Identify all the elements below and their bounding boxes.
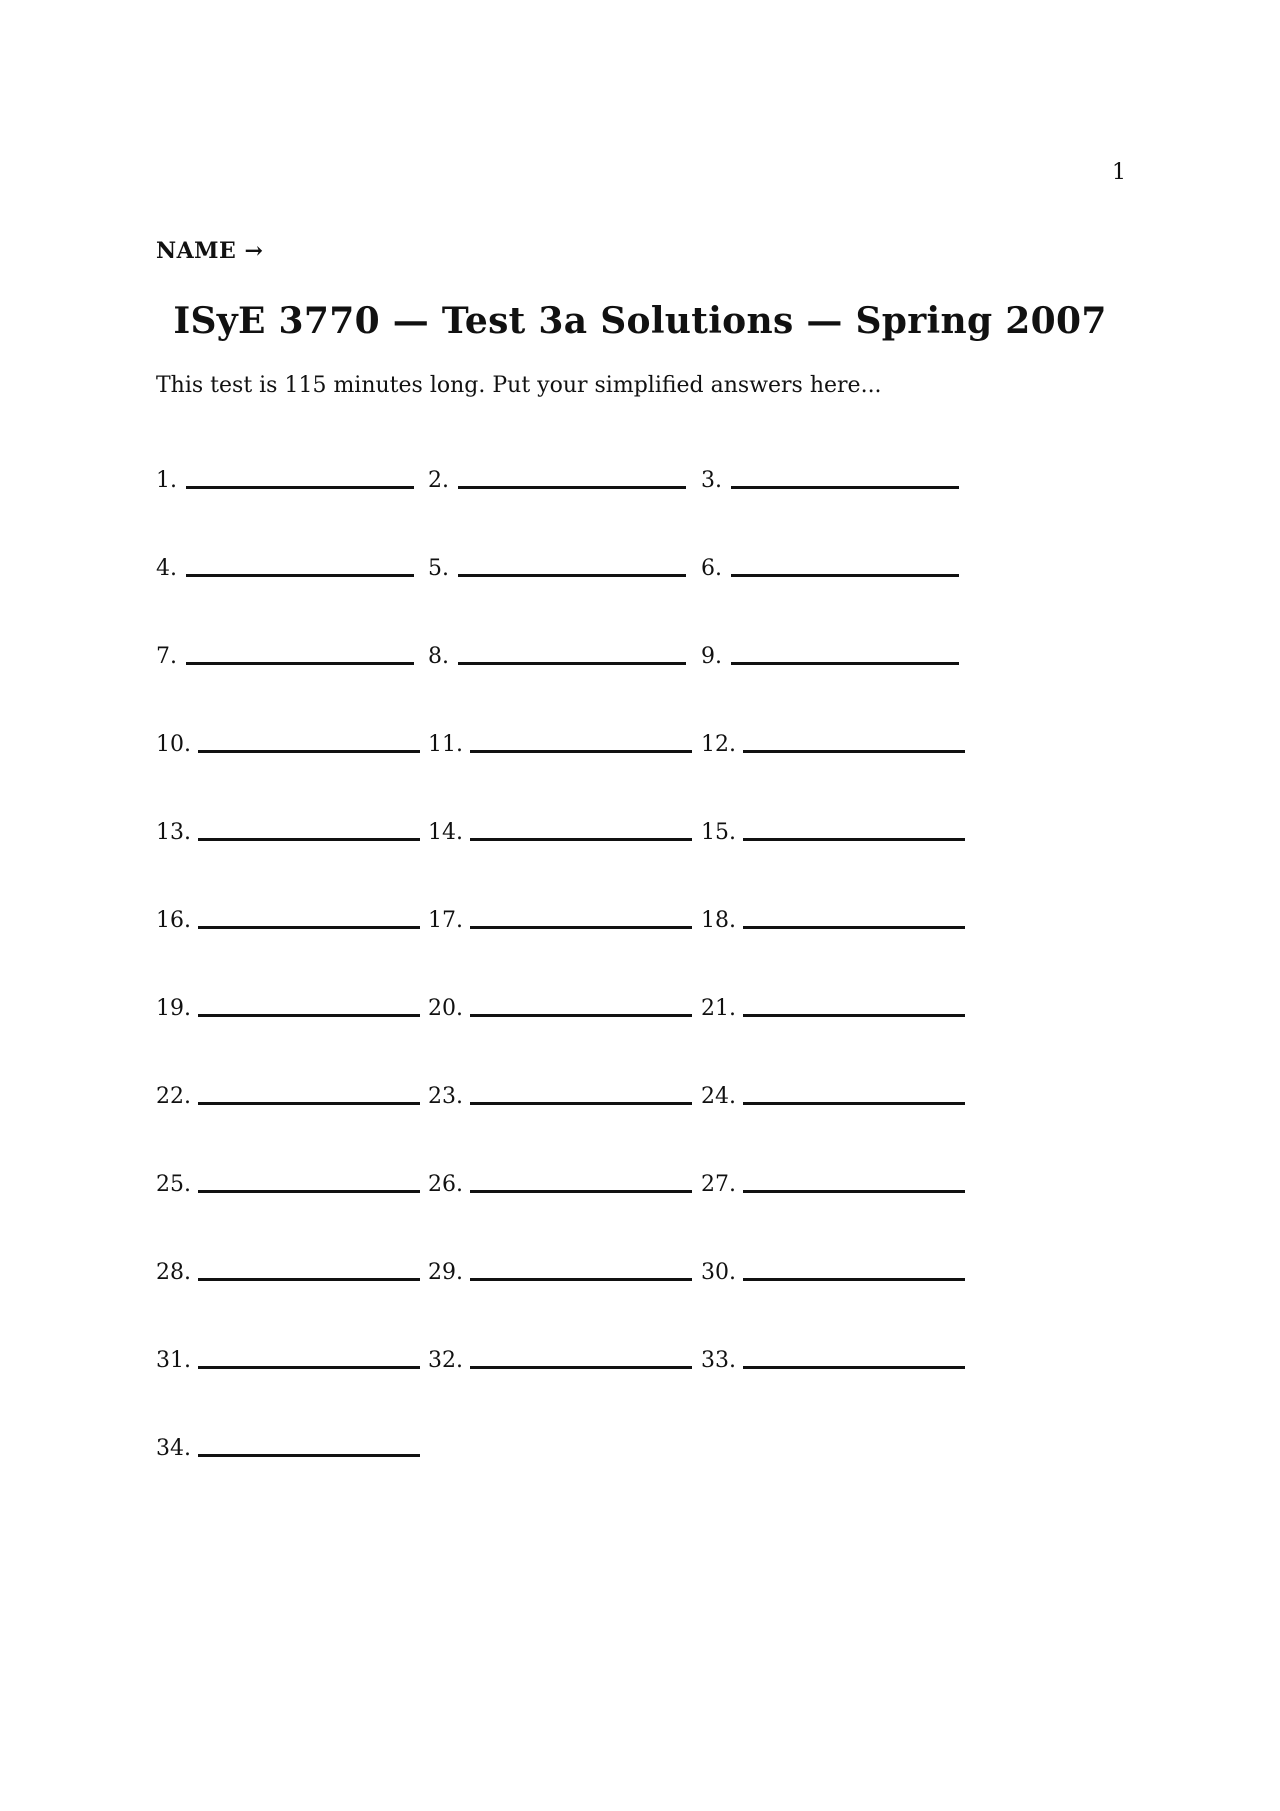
answer-number: 28. — [156, 1260, 191, 1285]
answer-item — [428, 1340, 698, 1380]
answer-blank-line[interactable] — [470, 750, 692, 753]
answer-blank-line[interactable] — [743, 750, 965, 753]
answer-number: 25. — [156, 1172, 191, 1197]
answer-row — [156, 812, 986, 852]
answer-item — [156, 1252, 426, 1292]
answer-item — [701, 1252, 971, 1292]
answer-row — [156, 724, 986, 764]
answer-row — [156, 1252, 986, 1292]
answer-number: 2. — [428, 468, 449, 493]
answer-blank-line[interactable] — [186, 486, 414, 489]
answer-blank-line[interactable] — [198, 1278, 420, 1281]
answer-blank-line[interactable] — [470, 838, 692, 841]
answer-number: 33. — [701, 1348, 736, 1373]
answer-number: 9. — [701, 644, 722, 669]
answer-item — [701, 900, 971, 940]
answer-item — [701, 988, 971, 1028]
answer-row — [156, 1076, 986, 1116]
answer-blank-line[interactable] — [743, 1278, 965, 1281]
answer-item — [428, 1164, 698, 1204]
answer-item — [428, 636, 698, 676]
answer-row — [156, 988, 986, 1028]
answer-blank-line[interactable] — [743, 1366, 965, 1369]
answer-item — [701, 548, 971, 588]
answer-number: 26. — [428, 1172, 463, 1197]
answer-blank-line[interactable] — [198, 1014, 420, 1017]
answer-item — [701, 724, 971, 764]
answer-item — [428, 1252, 698, 1292]
answer-item — [701, 812, 971, 852]
answer-number: 21. — [701, 996, 736, 1021]
answer-blank-line[interactable] — [458, 662, 686, 665]
answer-blank-line[interactable] — [731, 486, 959, 489]
answer-number: 7. — [156, 644, 177, 669]
answer-row — [156, 460, 986, 500]
name-label: NAME → — [156, 238, 264, 264]
answer-number: 24. — [701, 1084, 736, 1109]
answer-number: 12. — [701, 732, 736, 757]
answer-blank-line[interactable] — [198, 926, 420, 929]
answer-number: 22. — [156, 1084, 191, 1109]
answer-item — [428, 1076, 698, 1116]
answer-number: 19. — [156, 996, 191, 1021]
answer-blank-line[interactable] — [186, 662, 414, 665]
answer-row — [156, 548, 986, 588]
answer-item — [701, 1340, 971, 1380]
page-number: 1 — [1112, 160, 1126, 185]
answer-number: 6. — [701, 556, 722, 581]
answer-item — [428, 460, 698, 500]
answer-item — [156, 1076, 426, 1116]
answer-blank-line[interactable] — [470, 1278, 692, 1281]
answer-blank-line[interactable] — [458, 574, 686, 577]
answer-item — [428, 812, 698, 852]
answer-number: 3. — [701, 468, 722, 493]
answer-blank-line[interactable] — [458, 486, 686, 489]
answer-blank-line[interactable] — [743, 926, 965, 929]
answer-number: 15. — [701, 820, 736, 845]
answer-blank-line[interactable] — [470, 1190, 692, 1193]
answer-number: 5. — [428, 556, 449, 581]
answer-blank-line[interactable] — [743, 1014, 965, 1017]
answer-blank-line[interactable] — [731, 574, 959, 577]
answer-blank-line[interactable] — [198, 1102, 420, 1105]
answer-item — [701, 1076, 971, 1116]
answer-number: 8. — [428, 644, 449, 669]
answer-blank-line[interactable] — [470, 926, 692, 929]
answer-blank-line[interactable] — [186, 574, 414, 577]
answer-row — [156, 900, 986, 940]
answer-item — [156, 724, 426, 764]
answer-row — [156, 636, 986, 676]
answer-item — [156, 1428, 426, 1468]
answer-row — [156, 1164, 986, 1204]
answer-blank-line[interactable] — [198, 838, 420, 841]
answer-item — [701, 636, 971, 676]
answer-item — [156, 900, 426, 940]
answer-number: 31. — [156, 1348, 191, 1373]
answer-item — [156, 812, 426, 852]
answer-item — [428, 900, 698, 940]
answer-blank-line[interactable] — [731, 662, 959, 665]
page-title: ISyE 3770 — Test 3a Solutions — Spring 2007 — [173, 300, 1107, 342]
answer-item — [701, 460, 971, 500]
answer-blank-line[interactable] — [198, 1190, 420, 1193]
answer-item — [156, 548, 426, 588]
answer-number: 4. — [156, 556, 177, 581]
answer-item — [701, 1164, 971, 1204]
answer-number: 1. — [156, 468, 177, 493]
answer-blank-line[interactable] — [198, 750, 420, 753]
answer-item — [156, 988, 426, 1028]
answer-blank-line[interactable] — [743, 838, 965, 841]
answer-number: 14. — [428, 820, 463, 845]
answer-item — [428, 988, 698, 1028]
answer-number: 27. — [701, 1172, 736, 1197]
answer-blank-line[interactable] — [470, 1014, 692, 1017]
answer-number: 29. — [428, 1260, 463, 1285]
answer-number: 17. — [428, 908, 463, 933]
answer-number: 18. — [701, 908, 736, 933]
answer-item — [156, 1164, 426, 1204]
answer-number: 20. — [428, 996, 463, 1021]
answer-blank-line[interactable] — [198, 1454, 420, 1457]
answer-number: 30. — [701, 1260, 736, 1285]
answer-item — [428, 548, 698, 588]
answer-blank-line[interactable] — [470, 1366, 692, 1369]
answer-number: 10. — [156, 732, 191, 757]
answer-blank-line[interactable] — [743, 1190, 965, 1193]
answer-blank-line[interactable] — [198, 1366, 420, 1369]
answer-number: 23. — [428, 1084, 463, 1109]
instructions-text: This test is 115 minutes long. Put your simplified answers here... — [156, 373, 882, 398]
answer-number: 11. — [428, 732, 463, 757]
answer-number: 13. — [156, 820, 191, 845]
answer-blank-line[interactable] — [743, 1102, 965, 1105]
answer-row — [156, 1340, 986, 1380]
answer-item — [428, 724, 698, 764]
answer-item — [156, 636, 426, 676]
answer-blank-line[interactable] — [470, 1102, 692, 1105]
answer-item — [156, 1340, 426, 1380]
answer-number: 34. — [156, 1436, 191, 1461]
answer-number: 16. — [156, 908, 191, 933]
answer-item — [156, 460, 426, 500]
answer-number: 32. — [428, 1348, 463, 1373]
answer-row — [156, 1428, 986, 1468]
